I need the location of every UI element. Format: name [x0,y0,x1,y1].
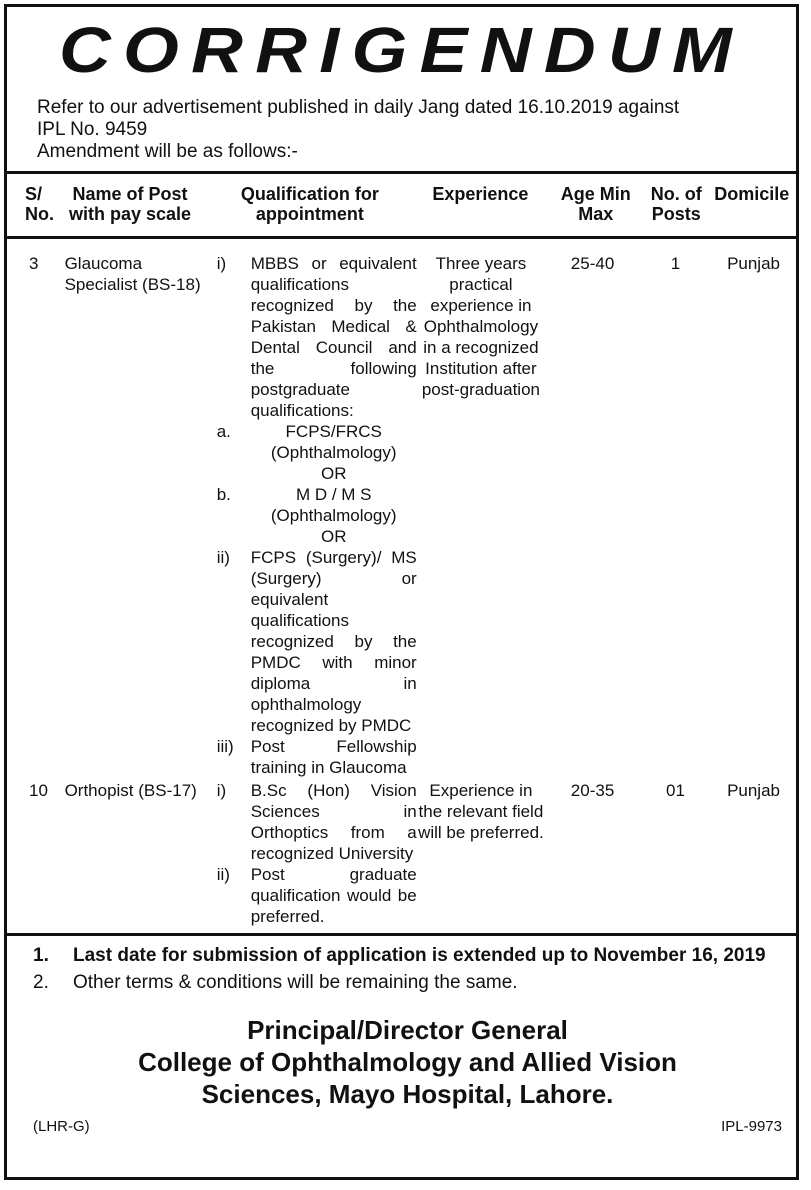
signature-block [33,1014,782,1110]
page-title: CORRIGENDUM [58,14,745,86]
qualification-marker: ii) [216,548,230,567]
cell-name: Orthopist (BS-17) [64,781,197,800]
qualification-text: OR [320,464,347,483]
cell-experience: Three years practical experience in Ophthalmology in a recognized Institution after post-graduation [421,254,540,399]
cell-sn: 10 [29,781,48,800]
qualification-text: MBBS or equivalent qualifications recognized by the Pakistan Medical & Dental Council and the following postgraduate qualifications: [250,254,417,420]
qualification-marker [217,463,251,484]
qualification-marker: a. [216,422,231,441]
table-body [7,239,796,927]
header-age: Age Min Max [560,184,631,224]
header-posts: No. of Posts [650,184,702,224]
header-qualification: Qualification for appointment [240,184,379,224]
header-sn: S/ No. [25,184,54,224]
note-text: Last date for submission of application is extended up to November 16, 2019 [73,945,766,966]
qualification-item [217,547,417,736]
footer-right-code: IPL-9973 [721,1118,782,1135]
qualification-marker: i) [216,254,227,273]
qualification-text: M D / M S (Ophthalmology) [270,485,397,525]
table-header [7,174,796,239]
qualification-text: FCPS (Surgery)/ MS (Surgery) or equivalent qualifications recognized by the PMDC with minor diploma in ophthalmology recognized by PMDC [250,548,417,735]
table-row [7,780,796,927]
qualification-marker: iii) [216,737,234,756]
cell-name: Glaucoma Specialist (BS-18) [64,254,201,294]
cell-age: 20-35 [570,781,615,800]
posts-table [7,171,796,927]
cell-experience: Experience in the relevant field will be preferred. [418,781,544,842]
intro-line-2: IPL No. 9459 [37,119,148,140]
qualification-marker: ii) [216,865,230,884]
qualification-text: B.Sc (Hon) Vision Sciences in Orthoptics from a recognized University [250,781,417,863]
notes-section [7,933,796,1110]
qualification-text: Post Fellowship training in Glaucoma [250,737,417,777]
cell-qualification [213,780,417,927]
qualification-marker: b. [216,485,231,504]
qualification-item [217,864,417,927]
qualification-item [217,526,417,547]
qualification-item [217,484,417,526]
intro-line-1: Refer to our advertisement published in daily Jang dated 16.10.2019 against [37,97,680,118]
cell-domicile: Punjab [727,254,780,273]
qualification-marker: i) [216,781,227,800]
signature-line-2: College of Ophthalmology and Allied Vision [138,1047,677,1077]
header-name: Name of Post with pay scale [69,184,192,224]
qualification-item [217,736,417,778]
qualification-text: FCPS/FRCS (Ophthalmology) [270,422,397,462]
cell-sn: 3 [29,254,39,273]
note-item [33,944,782,967]
footer-left-code: (LHR-G) [33,1118,90,1135]
note-text: Other terms & conditions will be remaining the same. [73,972,518,993]
advertisement-page [4,4,799,1180]
table-row [7,253,796,778]
cell-qualification [213,253,417,778]
qualification-text: OR [320,527,347,546]
signature-line-1: Principal/Director General [247,1015,568,1045]
cell-domicile: Punjab [727,781,780,800]
note-item [33,971,782,994]
qualification-item [217,253,417,421]
qualification-item [217,463,417,484]
note-number: 2. [33,972,49,993]
header-experience: Experience [432,184,529,204]
qualification-marker [217,526,251,547]
cell-age: 25-40 [570,254,615,273]
cell-posts: 1 [670,254,681,273]
qualification-text: Post graduate qualification would be preferred. [250,865,417,926]
intro-line-3: Amendment will be as follows:- [37,141,298,162]
qualification-item [217,780,417,864]
intro-text [7,87,796,171]
cell-posts: 01 [666,781,685,800]
footer-codes [7,1110,796,1135]
header-domicile: Domicile [714,184,790,204]
note-number: 1. [33,945,49,966]
qualification-item [217,421,417,463]
signature-line-3: Sciences, Mayo Hospital, Lahore. [201,1079,614,1109]
